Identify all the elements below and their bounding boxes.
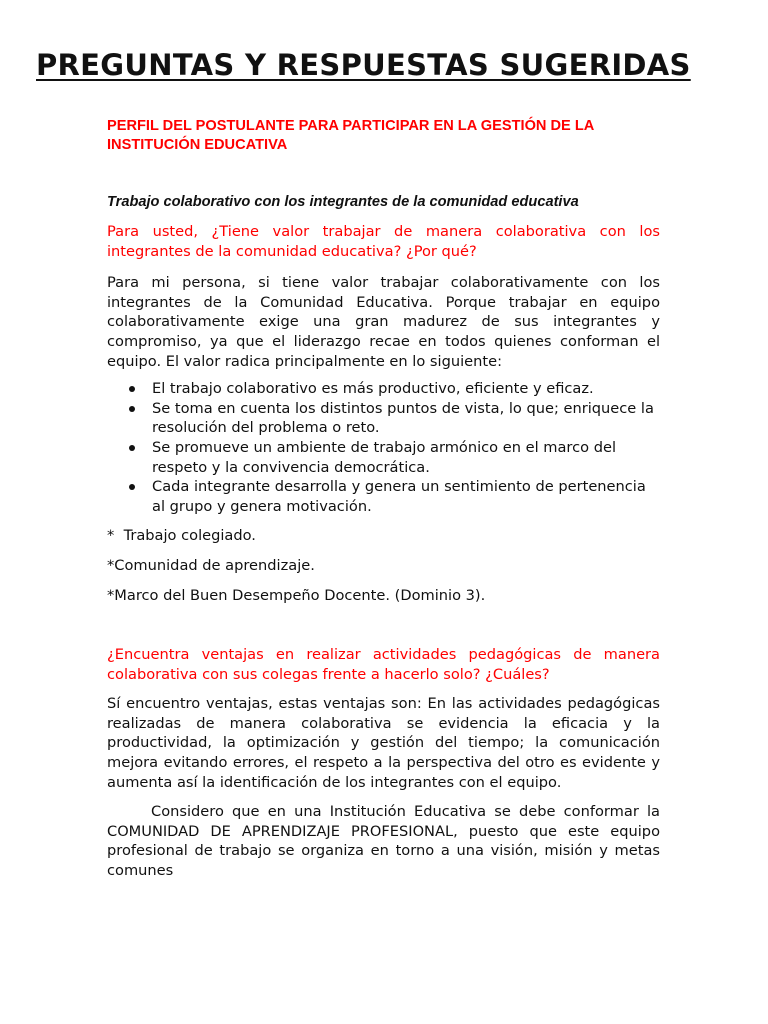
star-item-trabajo-colegiado: * Trabajo colegiado. [107,527,256,545]
bullet-icon [129,386,135,392]
list-item: Se promueve un ambiente de trabajo armónico en el marco del respeto y la convivencia democrática. [107,438,660,477]
answer-1: Para mi persona, si tiene valor trabajar colaborativamente con los integrantes de la Comunidad Educativa. Porque trabajar en equipo colaborativamente exige una gran madurez de sus integrantes y compromiso, ya que el liderazgo recae en todos quienes conforman el equipo. El valor radica principalmente en lo siguiente: [107,274,660,370]
bullet-icon [129,445,135,451]
question-1: Para usted, ¿Tiene valor trabajar de manera colaborativa con los integrantes de la comunidad educativa? ¿Por qué? [107,223,660,260]
bullet-icon [129,406,135,412]
document-title: PREGUNTAS Y RESPUESTAS SUGERIDAS [36,48,691,82]
list-item: Se toma en cuenta los distintos puntos de vista, lo que; enriquece la resolución del problema o reto. [107,399,660,438]
subheading: Trabajo colaborativo con los integrantes de la comunidad educativa [107,194,579,210]
list-item: Cada integrante desarrolla y genera un sentimiento de pertenencia al grupo y genera motivación. [107,477,660,516]
star-item-comunidad-aprendizaje: *Comunidad de aprendizaje. [107,556,315,574]
document-body [107,117,660,881]
list-item: El trabajo colaborativo es más productivo, eficiente y eficaz. [107,379,660,399]
star-item-marco-buen-desempeno: *Marco del Buen Desempeño Docente. (Dominio 3). [107,586,486,604]
section-heading [107,117,660,155]
benefits-list [107,379,660,516]
answer-2: Sí encuentro ventajas, estas ventajas son: En las actividades pedagógicas realizadas de manera colaborativa se evidencia la eficacia y la productividad, la optimización y gestión del tiempo; la comunicación mejora evitando errores, el respeto a la perspectiva del otro es evidente y aumenta así la identificación de los integrantes con el equipo. [107,695,660,791]
question-2: ¿Encuentra ventajas en realizar actividades pedagógicas de manera colaborativa con sus colegas frente a hacerlo solo? ¿Cuáles? [107,646,660,683]
answer-3: Considero que en una Institución Educativa se debe conformar la COMUNIDAD DE APRENDIZAJE PROFESIONAL, puesto que este equipo profesional de trabajo se organiza en torno a una visión, misión y metas comunes [107,803,660,880]
section-heading-line-2: INSTITUCIÓN EDUCATIVA [107,137,288,153]
section-heading-line-1: PERFIL DEL POSTULANTE PARA PARTICIPAR EN LA GESTIÓN DE LA [107,118,595,134]
bullet-icon [129,484,135,490]
